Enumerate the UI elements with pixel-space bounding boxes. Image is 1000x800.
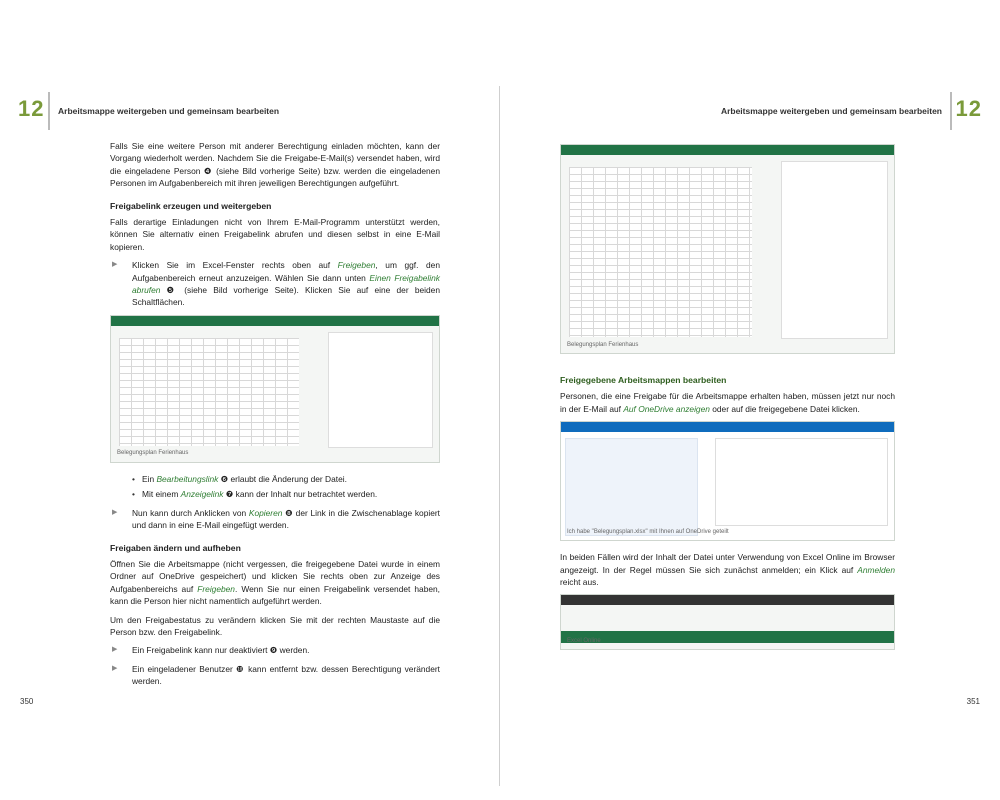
chapter-number: 12 <box>18 96 45 121</box>
figure-excel-freigabelink <box>110 315 440 463</box>
bullet-bearbeitungslink: • Ein Bearbeitungslink ❻ erlaubt die Änderung der Datei. <box>110 473 440 485</box>
excel-ribbon <box>561 145 894 155</box>
chapter-number: 12 <box>955 96 982 121</box>
outlook-message-list <box>565 438 698 536</box>
link-kopieren[interactable]: Kopieren <box>248 507 283 518</box>
link-anmelden[interactable]: Anmelden <box>857 564 895 575</box>
page-number: 350 <box>20 697 34 706</box>
excel-grid <box>119 338 299 446</box>
figure-caption: Excel Online <box>567 638 601 645</box>
step-kopieren: ▶ Nun kann durch Anklicken von Kopieren ❽ der Link in die Zwischenablage kopiert und dann in eine E-Mail eingefügt werden. <box>110 507 440 532</box>
figure-outlook-email <box>560 421 895 541</box>
paragraph-freigabelink: Falls derartige Einladungen nicht von Ihrem E-Mail-Programm unterstützt werden, können Sie alternativ einen Freigabelink abrufen und diesen selbst in eine E-Mail kopieren. <box>110 217 440 252</box>
figure-caption: Ich habe "Belegungsplan.xlsx" mit Ihnen auf OneDrive geteilt <box>567 528 729 535</box>
step-benutzer-entfernen: ▶ Ein eingeladener Benutzer ❿ kann entfernt bzw. dessen Berechtigung verändert werden. <box>110 663 440 688</box>
outlook-header <box>561 422 894 432</box>
link-auf-onedrive-anzeigen[interactable]: Auf OneDrive anzeigen <box>623 403 710 414</box>
step-freigeben: ▶ Klicken Sie im Excel-Fenster rechts oben auf Freigeben, um ggf. den Aufgabenbereich erneut anzuzeigen. Wählen Sie dann unten Einen Freigabelink abrufen ❺ (siehe Bild vorherige Seite). Klicken Sie auf eine der beiden Schaltflächen. <box>110 259 440 309</box>
outlook-reading-pane <box>715 438 888 526</box>
link-anzeigelink[interactable]: Anzeigelink <box>180 489 224 500</box>
excel-share-panel <box>781 161 888 339</box>
heading-freigaben-aendern: Freigaben ändern und aufheben <box>110 542 241 553</box>
page-number: 351 <box>966 697 980 706</box>
heading-freigabelink: Freigabelink erzeugen und weitergeben <box>110 200 272 211</box>
figure-caption: Belegungsplan Ferienhaus <box>117 450 189 457</box>
chapter-title: Arbeitsmappe weitergeben und gemeinsam bearbeiten <box>58 106 280 116</box>
excel-share-panel <box>328 332 433 448</box>
step-deaktivieren: ▶ Ein Freigabelink kann nur deaktiviert ❾ werden. <box>110 644 440 656</box>
right-page <box>500 0 1000 800</box>
chapter-bar <box>950 92 952 130</box>
intro-paragraph: Falls Sie eine weitere Person mit anderer Berechtigung einladen möchten, kann der Vorgang wiederholt werden. Nachdem Sie die Freigabe-E-Mail(s) versendet haben, wird die eingeladene Person ❹ (siehe Bild vorherige Seite) bzw. werden die eingeladenen Personen im Aufgabenbereich mit ihren jeweiligen Berechtigungen aufgeführt. <box>110 141 440 189</box>
paragraph-onedrive: Personen, die eine Freigabe für die Arbeitsmappe erhalten haben, müssen jetzt nur noch in der E-Mail auf Auf OneDrive anzeigen oder auf die freigegebene Datei klicken. <box>560 391 895 414</box>
paragraph-freigaben-aendern: Öffnen Sie die Arbeitsmappe (nicht vergessen, die freigegebene Datei wurde in einem Ordner auf OneDrive gespeichert) und klicken Sie rechts oben zur Anzeige des Aufgabenbereichs auf Freigeben. Wenn Sie nur einen Freigabelink versendet haben, kann die Person hier nicht namentlich aufgeführt werden. <box>110 558 441 607</box>
link-freigeben-2[interactable]: Freigeben <box>197 583 235 594</box>
figure-excel-berechtigungen <box>560 144 895 354</box>
chapter-bar <box>48 92 50 130</box>
browser-tab-bar <box>561 595 894 605</box>
paragraph-freigabestatus: Um den Freigabestatus zu verändern klicken Sie mit der rechten Maustaste auf die Person bzw. den Freigabelink. <box>110 614 440 637</box>
link-bearbeitungslink[interactable]: Bearbeitungslink <box>156 473 219 484</box>
heading-freigegebene-bearbeiten: Freigegebene Arbeitsmappen bearbeiten <box>560 375 727 385</box>
left-content <box>110 140 440 694</box>
link-freigeben[interactable]: Freigeben <box>337 260 376 271</box>
link-freigabelink-abrufen[interactable]: Einen Freigabelink abrufen <box>132 272 440 296</box>
chapter-title: Arbeitsmappe weitergeben und gemeinsam bearbeiten <box>720 106 942 116</box>
excel-ribbon <box>111 316 439 326</box>
figure-caption: Belegungsplan Ferienhaus <box>567 341 639 348</box>
paragraph-excel-online: In beiden Fällen wird der Inhalt der Datei unter Verwendung von Excel Online im Browser angezeigt. In der Regel müssen Sie sich zunächst anmelden; ein Klick auf Anmelden reicht aus. <box>560 552 895 588</box>
right-content <box>560 140 895 660</box>
excel-online-bar <box>561 631 894 643</box>
excel-grid <box>569 167 752 337</box>
figure-excel-online <box>560 594 895 650</box>
bullet-anzeigelink: • Mit einem Anzeigelink ❼ kann der Inhalt nur betrachtet werden. <box>110 488 440 500</box>
